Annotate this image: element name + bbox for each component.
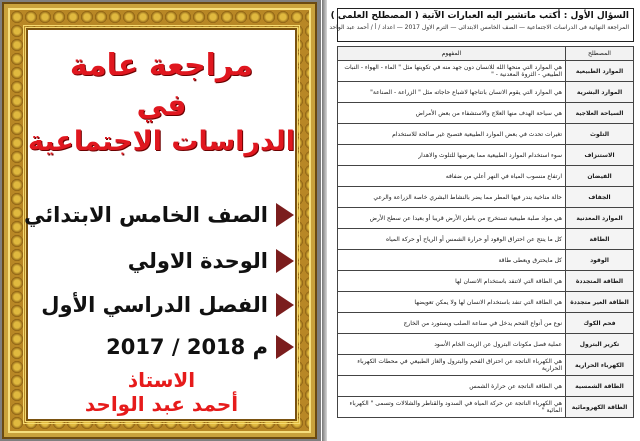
table-row xyxy=(338,355,634,376)
meaning-cell: هي الطاقة الناتجة عن حرارة الشمس xyxy=(338,376,566,397)
question-title: السؤال الأول : أكتب ماتشير اليه العبارات الآتية ( المصطلح العلمى ) xyxy=(330,11,629,21)
cover-title-line-3: الدراسات الاجتماعية xyxy=(28,126,295,157)
meaning-cell: هي سياحة الهدف منها العلاج والاستشفاء من بعض الأمراض xyxy=(338,103,566,124)
term-cell: الطاقة الغير متجددة xyxy=(566,292,634,313)
term-cell: الطاقة xyxy=(566,229,634,250)
term-cell: الموارد الطبيعية xyxy=(566,61,634,82)
meaning-cell: نوع من أنواع الفحم يدخل في صناعة الصلب ويستورد من الخارج xyxy=(338,313,566,334)
worksheet-header xyxy=(329,8,634,42)
cover-bullet-text: الفصل الدراسي الأول xyxy=(41,293,268,317)
meaning-cell: كل مايحترق ويعطى طاقة xyxy=(338,250,566,271)
meaning-cell: هي الكهرباء الناتجة عن حركة المياه في السدود والقناطر والشلالات وتسمى " الكهرباء المائية " xyxy=(338,397,566,418)
term-cell: تكرير البترول xyxy=(566,334,634,355)
term-cell: الاستنزاف xyxy=(566,145,634,166)
term-cell: الطاقة الكهرومائية xyxy=(566,397,634,418)
meaning-cell: سوء استخدام الموارد الطبيعية مما يعرضها للتلوث والاهدار xyxy=(338,145,566,166)
table-row xyxy=(338,145,634,166)
table-row xyxy=(338,124,634,145)
cover-title-line-1: مراجعة عامة xyxy=(69,48,254,83)
term-cell: الجفاف xyxy=(566,187,634,208)
meaning-cell: حالة مناخية يندر فيها المطر مما يضر بالنشاط البشري خاصة الزراعة والرعي xyxy=(338,187,566,208)
table-row xyxy=(338,271,634,292)
meaning-cell: هي الموارد التي منحها الله للانسان دون جهد منه في تكوينها مثل " الماء - الهواء - النبات الطبيعي - الثروة المعدنية - " xyxy=(338,61,566,82)
meaning-cell: تغيرات تحدث في بعض الموارد الطبيعية فتصبح غير صالحة للاستخدام xyxy=(338,124,566,145)
teacher-label: الاستاذ xyxy=(127,368,196,392)
meaning-cell: هي الطاقة التي تنفد باستخدام الانسان لها ولا يمكن تعويضها xyxy=(338,292,566,313)
column-header-term: المصطلح xyxy=(566,47,634,61)
table-row xyxy=(338,250,634,271)
cover-bullet-text: 2017 / 2018 م xyxy=(106,335,268,359)
table-row xyxy=(338,313,634,334)
term-cell: الكهرباء الحرارية xyxy=(566,355,634,376)
triangle-bullet-icon xyxy=(276,249,294,273)
cover-content-area xyxy=(26,28,297,421)
worksheet-page xyxy=(327,0,640,441)
term-cell: الفيضان xyxy=(566,166,634,187)
term-cell: الموارد البشرية xyxy=(566,82,634,103)
cover-bullet-unit xyxy=(36,244,294,278)
cover-bullet-year xyxy=(36,330,294,364)
table-row xyxy=(338,187,634,208)
column-header-meaning: المفهوم xyxy=(338,47,566,61)
table-row xyxy=(338,61,634,82)
table-row xyxy=(338,208,634,229)
terms-table-body xyxy=(338,61,634,418)
term-cell: الطاقة الشمسية xyxy=(566,376,634,397)
table-header-row xyxy=(338,47,634,61)
meaning-cell: كل ما ينتج عن احتراق الوقود أو حرارة الشمس أو الرياح أو حركة المياه xyxy=(338,229,566,250)
terms-table xyxy=(337,46,634,418)
teacher-name: أحمد عبد الواحد xyxy=(84,392,239,416)
term-cell: التلوث xyxy=(566,124,634,145)
ornamental-frame xyxy=(2,2,317,439)
term-cell: السياحة العلاجية xyxy=(566,103,634,124)
meaning-cell: عملية فصل مكونات البترول عن الزيت الخام الأسود xyxy=(338,334,566,355)
worksheet-subtitle: المراجعة النهائية فى الدراسات الاجتماعية — الصف الخامس الابتدائى — الترم الاول 2017 — اعداد / أ / أحمد عبد الواحد xyxy=(329,24,629,31)
table-row xyxy=(338,397,634,418)
term-cell: الموارد المعدنية xyxy=(566,208,634,229)
cover-bullet-term xyxy=(36,288,294,322)
cover-bullet-text: الوحدة الاولي xyxy=(127,249,268,273)
term-cell: الطاقة المتجددة xyxy=(566,271,634,292)
meaning-cell: هي الكهرباء الناتجة عن احتراق الفحم والبترول والغاز الطبيعي في محطات الكهرباء الحرارية xyxy=(338,355,566,376)
meaning-cell: هي الطاقة التي لاتنفد باستخدام الانسان لها xyxy=(338,271,566,292)
triangle-bullet-icon xyxy=(276,203,294,227)
table-row xyxy=(338,82,634,103)
cover-title-line-2: في xyxy=(136,88,187,123)
term-cell: فحم الكوك xyxy=(566,313,634,334)
table-row xyxy=(338,376,634,397)
cover-bullet-text: الصف الخامس الابتدائي xyxy=(24,203,268,227)
cover-bullet-grade xyxy=(24,198,294,232)
meaning-cell: هي الموارد التي يقوم الانسان بانتاجها لاشباع حاجاته مثل " الزراعة - الصناعة" xyxy=(338,82,566,103)
table-row xyxy=(338,292,634,313)
term-cell: الوقود xyxy=(566,250,634,271)
table-row xyxy=(338,166,634,187)
table-row xyxy=(338,229,634,250)
triangle-bullet-icon xyxy=(276,293,294,317)
table-row xyxy=(338,334,634,355)
meaning-cell: ارتفاع منسوب المياه في النهر أعلي من ضفافه xyxy=(338,166,566,187)
triangle-bullet-icon xyxy=(276,335,294,359)
table-row xyxy=(338,103,634,124)
meaning-cell: هي مواد صلبة طبيعية تستخرج من باطن الأرض قريبا أو بعيدا عن سطح الأرض xyxy=(338,208,566,229)
